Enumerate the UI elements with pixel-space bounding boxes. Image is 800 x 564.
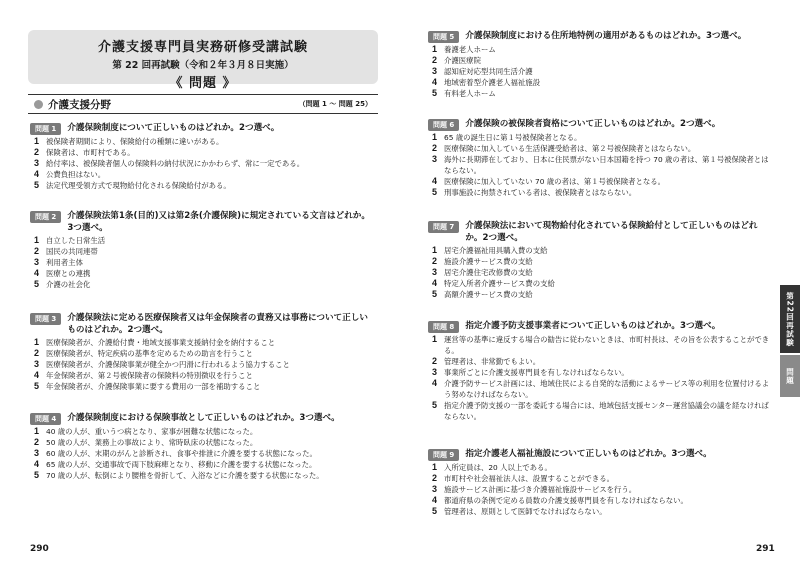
exam-subtitle: 第 22 回再試験（令和２年３月８日実施） bbox=[112, 60, 294, 71]
option-text: 被保険者期間により、保険給付の種類に違いがある。 bbox=[46, 137, 224, 146]
option-number: 4 bbox=[432, 495, 438, 505]
question-block bbox=[30, 122, 375, 191]
option-text: 介護予防サービス計画には、地域住民による自発的な活動によるサービス等の利用を位置付けるよう努めなければならない。 bbox=[444, 379, 770, 399]
option-text: 管理者は、非常勤でもよい。 bbox=[444, 357, 541, 366]
option-text: 70 歳の人が、転倒により腰椎を骨折して、入浴などに介護を要する状態になった。 bbox=[46, 471, 324, 480]
option-number: 5 bbox=[432, 88, 438, 98]
option-text: 地域密着型介護老人福祉施設 bbox=[444, 78, 541, 87]
option-number: 1 bbox=[34, 337, 40, 347]
option-number: 5 bbox=[432, 400, 438, 410]
option-item bbox=[432, 256, 773, 267]
option-text: 刑事施設に拘禁されている者は、被保険者とはならない。 bbox=[444, 188, 637, 197]
option-text: 年金保険者が、介護保険事業に要する費用の一部を補助すること bbox=[46, 382, 261, 391]
option-text: 国民の共同連帯 bbox=[46, 247, 98, 256]
question-number-badge: 問題 1 bbox=[30, 123, 61, 135]
question-block bbox=[30, 312, 375, 392]
option-text: 特定入所者介護サービス費の支給 bbox=[444, 279, 555, 288]
option-item bbox=[34, 337, 375, 348]
option-item bbox=[432, 367, 773, 378]
side-tab-section bbox=[780, 355, 800, 397]
question-number-badge: 問題 6 bbox=[428, 119, 459, 131]
option-text: 有料老人ホーム bbox=[444, 89, 496, 98]
option-text: 運営等の基準に違反する場合の勧告に従わないときは、市町村長は、その旨を公表することができる。 bbox=[444, 335, 770, 355]
exam-title: 介護支援専門員実務研修受講試験 bbox=[97, 40, 308, 55]
option-text: 医療との連携 bbox=[46, 269, 91, 278]
question-text: 介護保険制度における保険事故として正しいものはどれか。3つ選べ。 bbox=[67, 413, 340, 423]
question-block bbox=[428, 220, 773, 300]
question-header bbox=[428, 220, 773, 244]
option-text: 事業所ごとに介護支援専門員を有しなければならない。 bbox=[444, 368, 629, 377]
option-number: 1 bbox=[432, 44, 438, 54]
option-item bbox=[34, 348, 375, 359]
bullet-icon bbox=[34, 100, 43, 109]
option-text: 自立した日常生活 bbox=[46, 236, 106, 245]
option-item bbox=[432, 473, 773, 484]
option-text: 給付率は、被保険者個人の保険料の納付状況にかかわらず、常に一定である。 bbox=[46, 159, 305, 168]
option-item bbox=[432, 484, 773, 495]
question-header bbox=[30, 412, 375, 425]
option-number: 3 bbox=[34, 359, 40, 369]
option-number: 3 bbox=[34, 257, 40, 267]
option-text: 高額介護サービス費の支給 bbox=[444, 290, 533, 299]
options-list bbox=[30, 136, 375, 191]
option-number: 4 bbox=[34, 268, 40, 278]
option-number: 2 bbox=[34, 246, 40, 256]
option-number: 3 bbox=[432, 367, 438, 377]
question-block bbox=[428, 448, 773, 517]
option-item bbox=[34, 470, 375, 481]
option-number: 5 bbox=[432, 506, 438, 516]
option-text: 40 歳の人が、重いうつ病となり、家事が困難な状態になった。 bbox=[46, 427, 258, 436]
option-item bbox=[34, 257, 375, 268]
option-text: 法定代理受領方式で現物給付化される保険給付がある。 bbox=[46, 181, 231, 190]
side-tab-section-label: 問題 bbox=[785, 367, 795, 385]
option-text: 都道府県の条例で定める員数の介護支援専門員を有しなければならない。 bbox=[444, 496, 688, 505]
option-text: 年金保険者が、第２号被保険者の保険料の特別徴収を行うこと bbox=[46, 371, 253, 380]
question-number-badge: 問題 9 bbox=[428, 449, 459, 461]
section-range: （問題 1 ～ 問題 25） bbox=[298, 100, 372, 108]
option-item bbox=[34, 437, 375, 448]
option-item bbox=[432, 506, 773, 517]
question-header bbox=[30, 312, 375, 336]
option-text: 介護医療院 bbox=[444, 56, 481, 65]
option-item bbox=[34, 448, 375, 459]
question-text: 介護保険制度における住所地特例の適用があるものはどれか。3つ選べ。 bbox=[465, 31, 747, 41]
option-text: 60 歳の人が、末期のがんと診断され、食事や排泄に介護を要する状態になった。 bbox=[46, 449, 317, 458]
exam-header bbox=[28, 30, 378, 91]
option-number: 2 bbox=[34, 147, 40, 157]
option-number: 4 bbox=[432, 378, 438, 388]
option-item bbox=[432, 289, 773, 300]
question-header bbox=[30, 122, 375, 135]
option-item bbox=[432, 77, 773, 88]
option-item bbox=[432, 55, 773, 66]
option-text: 居宅介護住宅改修費の支給 bbox=[444, 268, 533, 277]
question-header bbox=[428, 448, 773, 461]
option-number: 3 bbox=[432, 66, 438, 76]
options-list bbox=[428, 245, 773, 300]
question-header bbox=[30, 210, 375, 234]
option-text: 医療保険者が、特定疾病の基準を定めるための助言を行うこと bbox=[46, 349, 253, 358]
option-number: 3 bbox=[34, 448, 40, 458]
question-text: 介護保険の被保険者資格について正しいものはどれか。2つ選べ。 bbox=[465, 119, 721, 129]
option-item bbox=[34, 169, 375, 180]
option-item bbox=[432, 66, 773, 77]
option-number: 5 bbox=[432, 187, 438, 197]
question-number-badge: 問題 8 bbox=[428, 321, 459, 333]
side-tab-exam bbox=[780, 285, 800, 353]
option-item bbox=[432, 187, 773, 198]
option-text: 管理者は、原則として医師でなければならない。 bbox=[444, 507, 607, 516]
option-item bbox=[432, 143, 773, 154]
option-number: 5 bbox=[432, 289, 438, 299]
question-block bbox=[30, 210, 375, 290]
option-item bbox=[34, 279, 375, 290]
option-item bbox=[432, 176, 773, 187]
option-number: 1 bbox=[432, 132, 438, 142]
option-item bbox=[34, 268, 375, 279]
question-header bbox=[428, 118, 773, 131]
option-text: 施設サービス計画に基づき介護福祉施設サービスを行う。 bbox=[444, 485, 637, 494]
options-list bbox=[428, 334, 773, 422]
option-text: 養護老人ホーム bbox=[444, 45, 496, 54]
options-list bbox=[30, 235, 375, 290]
option-number: 3 bbox=[432, 267, 438, 277]
option-text: 入所定員は、20 人以上である。 bbox=[444, 463, 552, 472]
option-item bbox=[432, 356, 773, 367]
option-number: 1 bbox=[432, 462, 438, 472]
option-text: 居宅介護福祉用具購入費の支給 bbox=[444, 246, 548, 255]
option-number: 5 bbox=[34, 180, 40, 190]
option-text: 医療保険者が、介護給付費・地域支援事業支援納付金を納付すること bbox=[46, 338, 276, 347]
question-block bbox=[428, 320, 773, 422]
option-number: 2 bbox=[432, 473, 438, 483]
option-text: 65 歳の誕生日に第１号被保険者となる。 bbox=[444, 133, 582, 142]
option-number: 4 bbox=[432, 278, 438, 288]
section-name bbox=[34, 97, 111, 112]
option-item bbox=[34, 359, 375, 370]
option-text: 指定介護予防支援の一部を委託する場合には、地域包括支援センター運営協議会の議を経なければならない。 bbox=[444, 401, 769, 421]
option-text: 市町村や社会福祉法人は、設置することができる。 bbox=[444, 474, 614, 483]
option-text: 認知症対応型共同生活介護 bbox=[444, 67, 533, 76]
option-number: 2 bbox=[34, 437, 40, 447]
option-number: 2 bbox=[432, 356, 438, 366]
option-text: 公費負担はない。 bbox=[46, 170, 106, 179]
option-item bbox=[34, 158, 375, 169]
question-block bbox=[30, 412, 375, 481]
option-text: 医療保険に加入している生活保護受給者は、第２号被保険者とはならない。 bbox=[444, 144, 696, 153]
option-item bbox=[34, 136, 375, 147]
options-list bbox=[428, 44, 773, 99]
question-header bbox=[428, 320, 773, 333]
page-number-right: 291 bbox=[756, 544, 775, 554]
option-text: 50 歳の人が、業務上の事故により、常時臥床の状態になった。 bbox=[46, 438, 258, 447]
page-number-left: 290 bbox=[30, 544, 49, 554]
option-text: 施設介護サービス費の支給 bbox=[444, 257, 533, 266]
option-item bbox=[34, 459, 375, 470]
question-number-badge: 問題 2 bbox=[30, 211, 61, 223]
option-number: 4 bbox=[432, 176, 438, 186]
section-title: 介護支援分野 bbox=[48, 98, 111, 111]
option-number: 5 bbox=[34, 381, 40, 391]
option-number: 2 bbox=[34, 348, 40, 358]
question-text: 介護保険法に定める医療保険者又は年金保険者の責務又は事務について正しいものはどれか。2つ選べ。 bbox=[67, 313, 368, 335]
section-bar bbox=[28, 94, 378, 114]
option-number: 5 bbox=[34, 470, 40, 480]
option-number: 1 bbox=[34, 426, 40, 436]
option-item bbox=[432, 378, 773, 400]
option-text: 保険者は、市町村である。 bbox=[46, 148, 135, 157]
option-item bbox=[432, 44, 773, 55]
options-list bbox=[428, 132, 773, 198]
option-number: 1 bbox=[432, 334, 438, 344]
options-list bbox=[428, 462, 773, 517]
option-number: 2 bbox=[432, 143, 438, 153]
option-number: 4 bbox=[34, 459, 40, 469]
options-list bbox=[30, 426, 375, 481]
option-text: 65 歳の人が、交通事故で両下肢麻痺となり、移動に介護を要する状態になった。 bbox=[46, 460, 317, 469]
option-text: 利用者主体 bbox=[46, 258, 83, 267]
question-block bbox=[428, 30, 773, 99]
option-item bbox=[34, 381, 375, 392]
option-number: 5 bbox=[34, 279, 40, 289]
option-number: 1 bbox=[34, 136, 40, 146]
options-list bbox=[30, 337, 375, 392]
option-item bbox=[432, 88, 773, 99]
option-item bbox=[432, 495, 773, 506]
option-number: 2 bbox=[432, 55, 438, 65]
option-item bbox=[432, 154, 773, 176]
question-text: 指定介護予防支援事業者について正しいものはどれか。3つ選べ。 bbox=[465, 321, 721, 331]
option-item bbox=[432, 278, 773, 289]
option-text: 医療保険に加入していない 70 歳の者は、第１号被保険者となる。 bbox=[444, 177, 666, 186]
option-number: 3 bbox=[34, 158, 40, 168]
option-item bbox=[34, 147, 375, 158]
option-number: 4 bbox=[34, 169, 40, 179]
option-number: 3 bbox=[432, 154, 438, 164]
question-number-badge: 問題 3 bbox=[30, 313, 61, 325]
question-text: 介護保険法第1条(目的)又は第2条(介護保険)に規定されている文言はどれか。3つ選べ。 bbox=[67, 211, 370, 233]
question-header bbox=[428, 30, 773, 43]
option-number: 4 bbox=[432, 77, 438, 87]
question-number-badge: 問題 5 bbox=[428, 31, 459, 43]
question-block bbox=[428, 118, 773, 198]
option-item bbox=[432, 334, 773, 356]
option-number: 1 bbox=[432, 245, 438, 255]
option-number: 2 bbox=[432, 256, 438, 266]
exam-label: 《 問題 》 bbox=[169, 76, 237, 91]
option-item bbox=[432, 462, 773, 473]
option-item bbox=[432, 132, 773, 143]
question-number-badge: 問題 4 bbox=[30, 413, 61, 425]
option-item bbox=[432, 245, 773, 256]
option-item bbox=[34, 235, 375, 246]
question-text: 指定介護老人福祉施設について正しいものはどれか。3つ選べ。 bbox=[465, 449, 712, 459]
option-number: 1 bbox=[34, 235, 40, 245]
option-item bbox=[432, 267, 773, 278]
option-number: 3 bbox=[432, 484, 438, 494]
option-item bbox=[432, 400, 773, 422]
option-item bbox=[34, 246, 375, 257]
option-item bbox=[34, 426, 375, 437]
question-text: 介護保険法において現物給付化されている保険給付として正しいものはどれか。2つ選べ。 bbox=[465, 221, 758, 243]
question-number-badge: 問題 7 bbox=[428, 221, 459, 233]
option-text: 医療保険者が、介護保険事業が健全かつ円滑に行われるよう協力すること bbox=[46, 360, 290, 369]
question-text: 介護保険制度について正しいものはどれか。2つ選べ。 bbox=[67, 123, 280, 133]
option-item bbox=[34, 370, 375, 381]
side-tab-exam-label: 第22回再試験 bbox=[785, 291, 795, 347]
option-number: 4 bbox=[34, 370, 40, 380]
option-text: 介護の社会化 bbox=[46, 280, 91, 289]
option-item bbox=[34, 180, 375, 191]
option-text: 海外に長期滞在しており、日本に住民票がない日本国籍を持つ 70 歳の者は、第１号被保険者とはならない。 bbox=[444, 155, 769, 175]
